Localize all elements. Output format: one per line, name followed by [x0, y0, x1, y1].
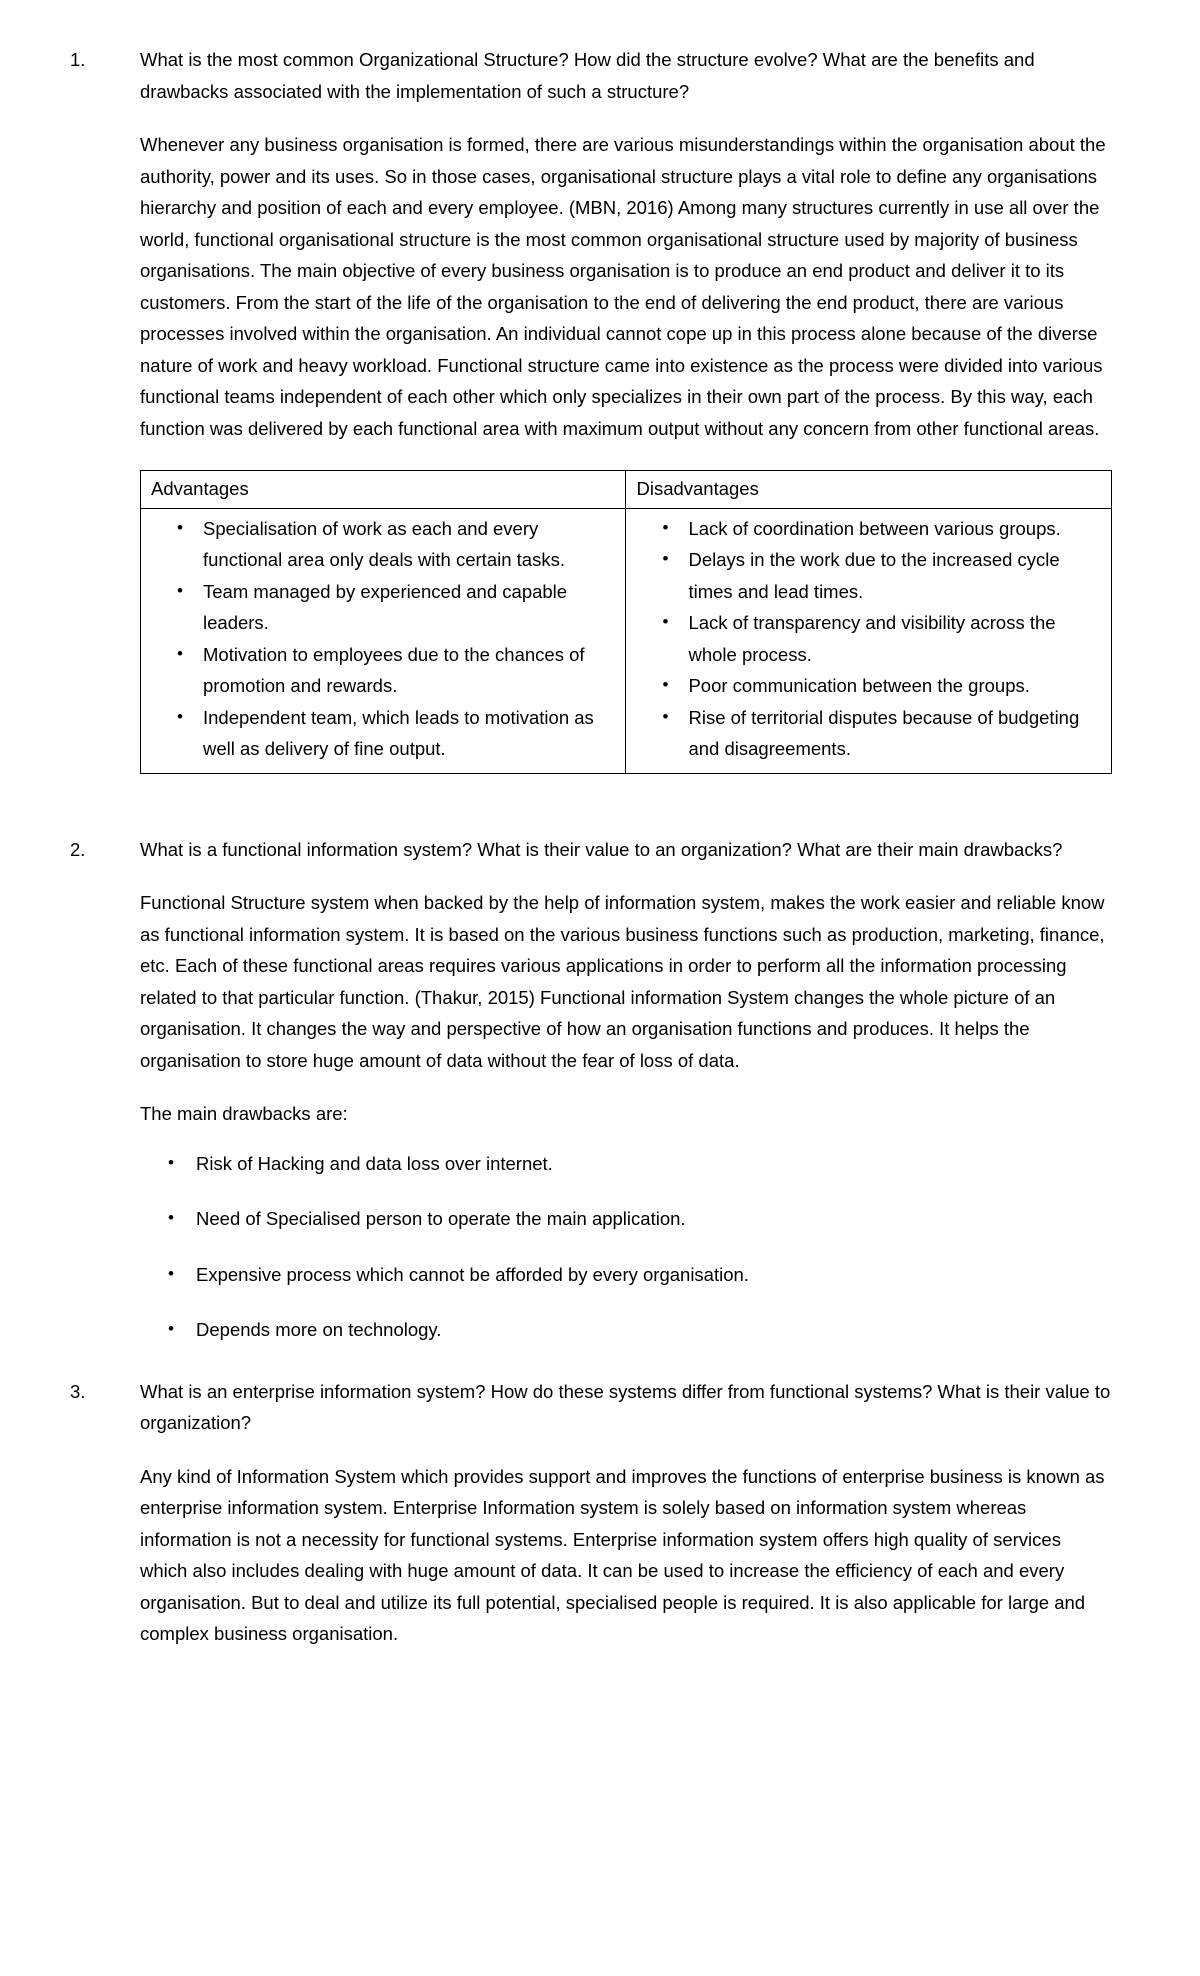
question-number-3: 3. — [70, 1380, 86, 1402]
question-prompt-2: What is a functional information system? What is their value to an organization? What are their main drawbacks? — [140, 838, 1063, 860]
list-item: • Lack of transparency and visibility across the whole process. — [688, 607, 1102, 670]
list-item: • Delays in the work due to the increased cycle times and lead times. — [688, 544, 1102, 607]
question-prompt-3: What is an enterprise information system? How do these systems differ from functional systems? What is their value to organization? — [140, 1380, 1111, 1433]
question-block-2 — [70, 834, 1112, 1346]
answer-paragraph-2: Functional Structure system when backed by the help of information system, makes the work easier and reliable know as functional information system. It is based on the various business functions such as production, marketing, finance, etc. Each of these functional areas requires various applications in order to perform all the information processing related to that particular function. (Thakur, 2015) Functional information System changes the whole picture of an organisation. It changes the way and perspective of how an organisation functions and produces. It helps the organisation to store huge amount of data without the fear of loss of data. — [140, 892, 1105, 1071]
question-number-2: 2. — [70, 838, 86, 860]
answer-paragraph-3: Any kind of Information System which provides support and improves the functions of enterprise business is known as enterprise information system. Enterprise Information system is solely based on information system whereas information is not a necessity for functional systems. Enterprise information system offers high quality of services which also includes dealing with huge amount of data. It can be used to increase the efficiency of each and every organisation. But to deal and utilize its full potential, specialised people is required. It is also applicable for large and complex business organisation. — [140, 1465, 1105, 1644]
list-item: • Independent team, which leads to motivation as well as delivery of fine output. — [203, 702, 617, 765]
table-cell-advantages — [141, 508, 626, 773]
list-item: • Poor communication between the groups. — [688, 670, 1102, 702]
advantages-disadvantages-table — [140, 470, 1112, 774]
list-item: • Risk of Hacking and data loss over internet. — [196, 1148, 1112, 1180]
question-number-1: 1. — [70, 49, 86, 70]
list-item: • Specialisation of work as each and every functional area only deals with certain tasks. — [203, 513, 617, 576]
question-body-3 — [140, 1376, 1112, 1650]
advantages-disadvantages-table-wrapper — [140, 444, 1112, 774]
question-prompt-1: What is the most common Organizational Structure? How did the structure evolve? What are the benefits and drawbacks associated with the implementation of such a structure? — [140, 49, 1035, 102]
list-item: • Motivation to employees due to the chances of promotion and rewards. — [203, 639, 617, 702]
list-item: • Need of Specialised person to operate the main application. — [196, 1203, 1112, 1235]
drawbacks-intro: The main drawbacks are: — [140, 1103, 348, 1124]
list-item: • Lack of coordination between various groups. — [688, 513, 1102, 545]
table-header-advantages: Advantages — [141, 471, 626, 509]
table-header-disadvantages: Disadvantages — [626, 471, 1111, 509]
table-row — [141, 508, 1112, 773]
section-spacer — [70, 774, 1112, 834]
section-spacer — [70, 1346, 1112, 1376]
drawbacks-list — [140, 1130, 1112, 1346]
list-item: • Expensive process which cannot be afforded by every organisation. — [196, 1259, 1112, 1291]
list-item: • Rise of territorial disputes because of budgeting and disagreements. — [688, 702, 1102, 765]
question-body-2 — [140, 834, 1112, 1346]
question-block-3 — [70, 1376, 1112, 1650]
table-cell-disadvantages — [626, 508, 1111, 773]
advantages-list — [151, 513, 617, 765]
list-item: • Team managed by experienced and capable leaders. — [203, 576, 617, 639]
table-header-row — [141, 471, 1112, 509]
disadvantages-list — [636, 513, 1102, 765]
question-block-1 — [70, 44, 1112, 774]
list-item: • Depends more on technology. — [196, 1314, 1112, 1346]
answer-paragraph-1: Whenever any business organisation is formed, there are various misunderstandings within the organisation about the authority, power and its uses. So in those cases, organisational structure plays a vital role to define any organisations hierarchy and position of each and every employee. (MBN, 2016) Among many structures currently in use all over the world, functional organisational structure is the most common organisational structure used by majority of business organisations. The main objective of every business organisation is to produce an end product and deliver it to its customers. From the start of the life of the organisation to the end of delivering the end product, there are various processes involved within the organisation. An individual cannot cope up in this process alone because of the diverse nature of work and heavy workload. Functional structure came into existence as the process were divided into various functional teams independent of each other which only specializes in their own part of the process. By this way, each function was delivered by each functional area with maximum output without any concern from other functional areas. — [140, 134, 1106, 439]
question-body-1 — [140, 44, 1112, 774]
